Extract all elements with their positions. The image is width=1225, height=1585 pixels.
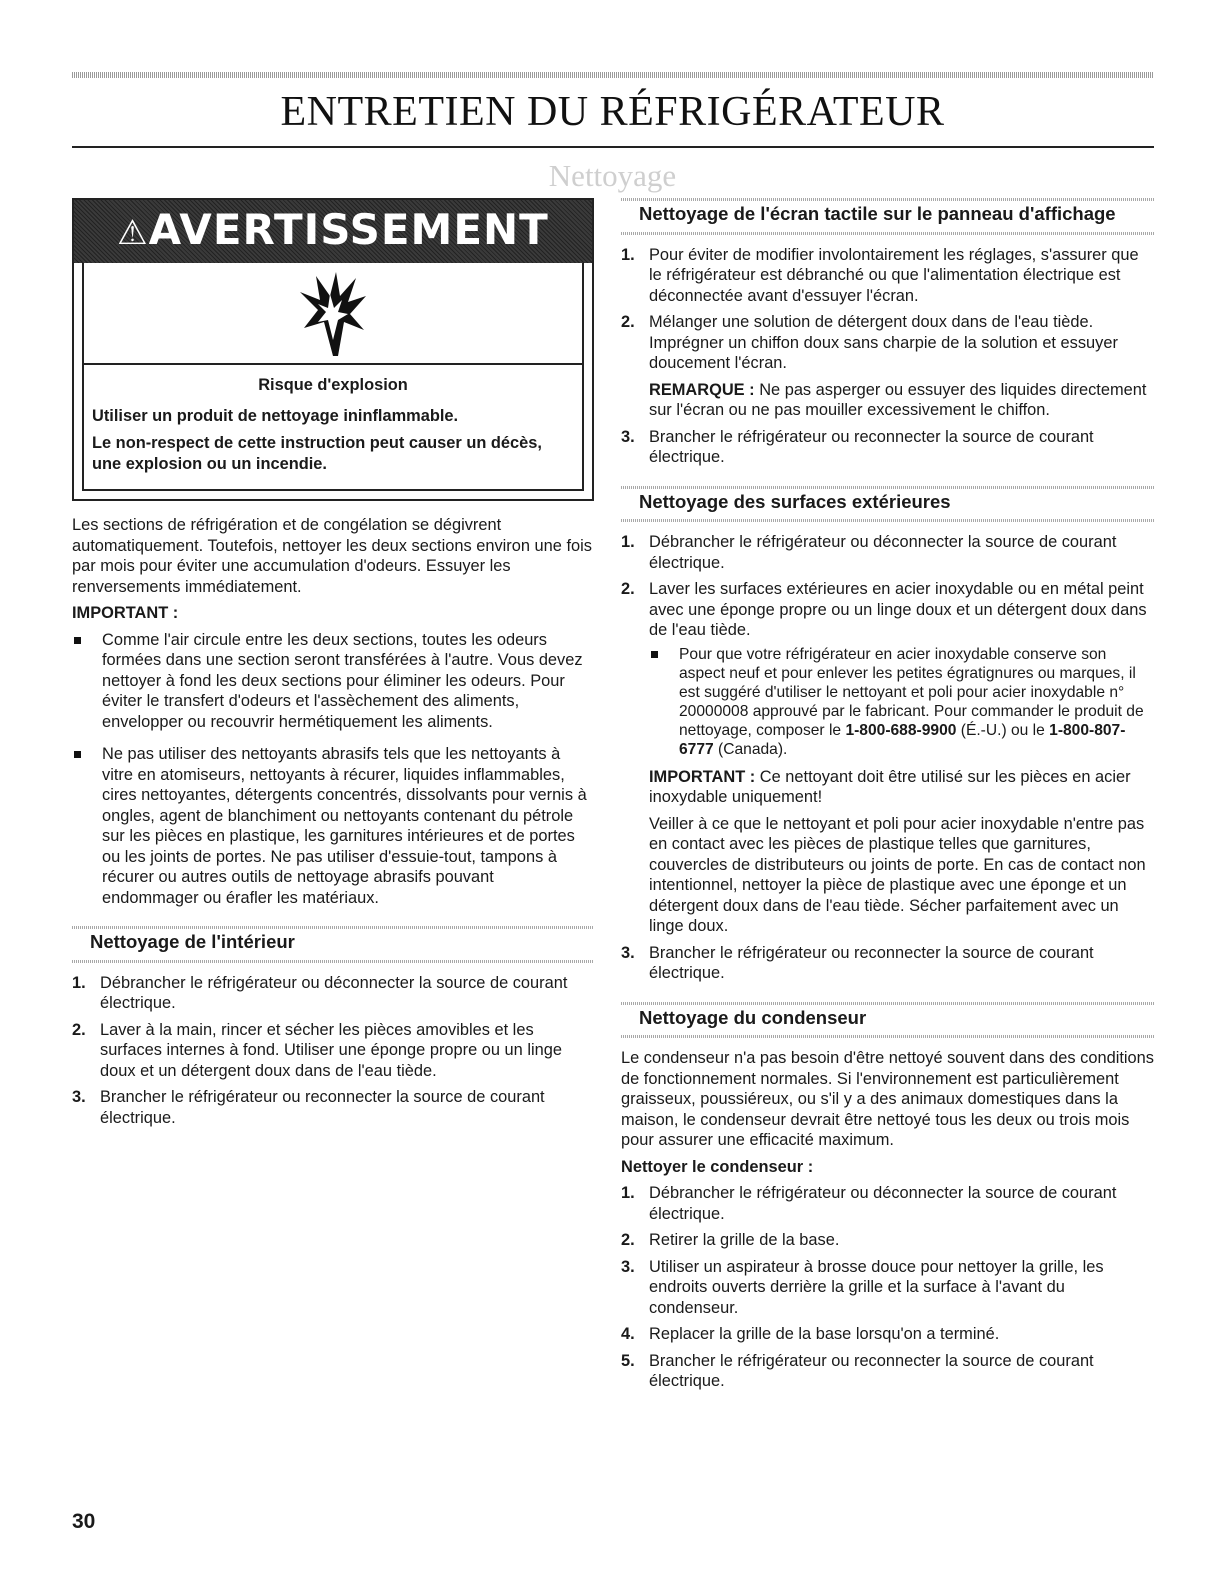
condenser-heading	[621, 1002, 1155, 1039]
exterior-heading	[621, 486, 1155, 523]
step-text: Brancher le réfrigérateur ou reconnecter la source de courant électrique.	[100, 1088, 545, 1127]
step-text: Replacer la grille de la base lorsqu'on a terminé.	[649, 1325, 1000, 1343]
step-text: Retirer la grille de la base.	[649, 1231, 840, 1249]
warning-text	[84, 365, 582, 489]
condenser-intro: Le condenseur n'a pas besoin d'être nettoyé souvent dans des conditions de fonctionnement normales. Si l'environnement est particulièrement graisseux, poussiéreux, ou s'il y a des animaux domestiques dans la maison, le condenseur devrait être nettoyé tous les deux ou trois mois pour assurer une efficacité maximum.	[621, 1049, 1154, 1149]
phone-us: 1-800-688-9900	[845, 721, 957, 739]
step-number: 2.	[621, 313, 635, 331]
touchscreen-steps	[621, 245, 1155, 468]
important-text: Ce nettoyant doit être utilisé sur les pièces en acier inoxydable uniquement!	[649, 767, 1131, 806]
condenser-steps	[621, 1183, 1155, 1392]
warning-risk: Risque d'explosion	[258, 376, 408, 394]
step-number: 1.	[621, 533, 635, 551]
list-item	[72, 1020, 594, 1082]
section-title: Nettoyage	[548, 158, 677, 193]
list-item	[621, 1183, 1155, 1224]
list-item	[621, 532, 1155, 573]
tip-text: (É.-U.) ou le	[956, 721, 1050, 739]
list-item	[621, 1324, 1155, 1345]
note-text: Ne pas asperger ou essuyer des liquides directement sur l'écran ou ne pas mouiller excessivement le chiffon.	[649, 380, 1147, 419]
warning-triangle-icon: ⚠	[117, 213, 149, 253]
tip-text: (Canada).	[713, 740, 788, 758]
warning-box	[72, 198, 594, 501]
step-text: Débrancher le réfrigérateur ou déconnecter la source de courant électrique.	[649, 1184, 1117, 1223]
list-item	[621, 1351, 1155, 1392]
top-band	[72, 72, 1154, 78]
warning-header	[74, 200, 592, 263]
step-number: 1.	[621, 1184, 635, 1202]
step-text: Débrancher le réfrigérateur ou déconnecter la source de courant électrique.	[100, 973, 568, 1012]
list-item	[621, 579, 1155, 937]
list-item: Ne pas utiliser des nettoyants abrasifs tels que les nettoyants à vitre en atomiseurs, nettoyants à récurer, liquides inflammables, cires nettoyantes, détergents concentrés, dissolvants pour vernis à ongles, agent de blanchiment ou nettoyants contenant du pétrole sur les pièces en plastique, les garnitures intérieures et de portes ou les joints de portes. Ne pas utiliser d'essuie-tout, tampons à récurer ou autres outils de nettoyage abrasifs pouvant endommager ou érafler les matériaux.	[72, 744, 594, 908]
step-text: Utiliser un aspirateur à brosse douce pour nettoyer la grille, les endroits ouverts derrière la grille et la surface à l'avant du condenseur.	[649, 1257, 1104, 1317]
step-text: Mélanger une solution de détergent doux dans de l'eau tiède. Imprégner un chiffon doux sans charpie de la solution et essuyer doucement l'écran.	[649, 313, 1118, 372]
explosion-icon	[84, 263, 582, 365]
list-item	[72, 1087, 594, 1128]
step-text: Pour éviter de modifier involontairement les réglages, s'assurer que le réfrigérateur est débranché ou que l'alimentation électrique est déconnectée avant d'essuyer l'écran.	[649, 245, 1139, 305]
exterior-caution: Veiller à ce que le nettoyant et poli pour acier inoxydable n'entre pas en contact avec les pièces de plastique telles que garnitures, couvercles de distributeurs ou joints de porte. En cas de contact non intentionnel, nettoyer la pièce de plastique avec une éponge et un détergent doux dans de l'eau tiède. Sécher parfaitement avec un linge doux.	[649, 814, 1146, 935]
list-item	[621, 245, 1155, 307]
step-number: 3.	[72, 1088, 86, 1106]
step-text: Débrancher le réfrigérateur ou déconnecter la source de courant électrique.	[649, 533, 1117, 572]
title-rule	[72, 146, 1154, 148]
step-number: 1.	[72, 973, 86, 992]
important-list	[72, 630, 594, 909]
page-number: 30	[72, 1510, 96, 1533]
interior-heading	[72, 926, 594, 963]
exterior-steps	[621, 532, 1155, 984]
phone-canada: 1-800-807-6777	[679, 721, 1126, 758]
warning-line-1: Utiliser un produit de nettoyage ininflammable.	[92, 407, 459, 425]
step-number: 2.	[621, 1231, 635, 1249]
list-item	[72, 973, 594, 1014]
interior-heading-text: Nettoyage de l'intérieur	[90, 931, 295, 952]
interior-steps	[72, 973, 594, 1129]
note-label: REMARQUE :	[649, 380, 755, 399]
step-text: Laver les surfaces extérieures en acier inoxydable ou en métal peint avec une éponge propre ou un linge doux et un détergent doux dans de l'eau tiède.	[649, 580, 1147, 639]
exterior-heading-text: Nettoyage des surfaces extérieures	[639, 490, 951, 512]
step-text: Brancher le réfrigérateur ou reconnecter la source de courant électrique.	[649, 427, 1094, 466]
step-number: 4.	[621, 1325, 635, 1343]
touchscreen-heading-text: Nettoyage de l'écran tactile sur le panneau d'affichage	[639, 203, 1116, 224]
important-label: IMPORTANT :	[649, 767, 756, 786]
step-text: Brancher le réfrigérateur ou reconnecter la source de courant électrique.	[649, 943, 1094, 982]
step-number: 3.	[621, 943, 635, 962]
warning-body	[82, 263, 584, 491]
step-number: 1.	[621, 245, 635, 264]
touchscreen-heading	[621, 198, 1155, 235]
step-number: 2.	[72, 1020, 86, 1039]
left-column	[72, 198, 594, 1134]
intro-paragraph: Les sections de réfrigération et de congélation se dégivrent automatiquement. Toutefois, nettoyer les deux sections environ une fois par mois pour éviter une accumulation d'odeurs. Essuyer les renversements immédiatement.	[72, 516, 592, 596]
exterior-important	[649, 767, 1155, 808]
important-label: IMPORTANT :	[72, 604, 179, 622]
step-number: 3.	[621, 427, 635, 446]
warning-heading: AVERTISSEMENT	[148, 205, 549, 254]
list-item	[621, 943, 1155, 984]
step-text: Brancher le réfrigérateur ou reconnecter la source de courant électrique.	[649, 1351, 1094, 1390]
step-text: Laver à la main, rincer et sécher les pièces amovibles et les surfaces internes à fond. Utiliser une éponge propre ou un linge doux et un détergent doux dans de l'eau tiède.	[100, 1020, 562, 1080]
step-number: 3.	[621, 1257, 635, 1276]
warning-line-2: Le non-respect de cette instruction peut causer un décès, une explosion ou un incendie.	[92, 434, 542, 473]
list-item: Comme l'air circule entre les deux sections, toutes les odeurs formées dans une section seront transférées à l'autre. Vous devez nettoyer à fond les deux sections pour éliminer les odeurs. Pour éviter le transfert d'odeurs et l'assèchement des aliments, envelopper ou recouvrir hermétiquement les aliments.	[72, 630, 594, 733]
page-title: ENTRETIEN DU RÉFRIGÉRATEUR	[280, 89, 945, 135]
list-item	[621, 427, 1155, 468]
list-item	[649, 645, 1155, 759]
step-number: 2.	[621, 580, 635, 598]
list-item	[621, 312, 1155, 421]
tip-text: Pour que votre réfrigérateur en acier inoxydable conserve son aspect neuf et pour enlever les petites égratignures ou marques, il est suggéré d'utiliser le nettoyant et poli pour acier inoxydable n° 20000008 approuvé par le fabricant. Pour commander le produit de nettoyage, composer le	[679, 645, 1144, 739]
list-item	[621, 1257, 1155, 1319]
note	[649, 380, 1155, 421]
list-item	[621, 1230, 1155, 1251]
condenser-heading-text: Nettoyage du condenseur	[639, 1006, 867, 1028]
stainless-tip	[649, 645, 1155, 759]
right-column	[621, 198, 1155, 1398]
step-number: 5.	[621, 1351, 635, 1370]
condenser-subhead: Nettoyer le condenseur :	[621, 1157, 814, 1176]
